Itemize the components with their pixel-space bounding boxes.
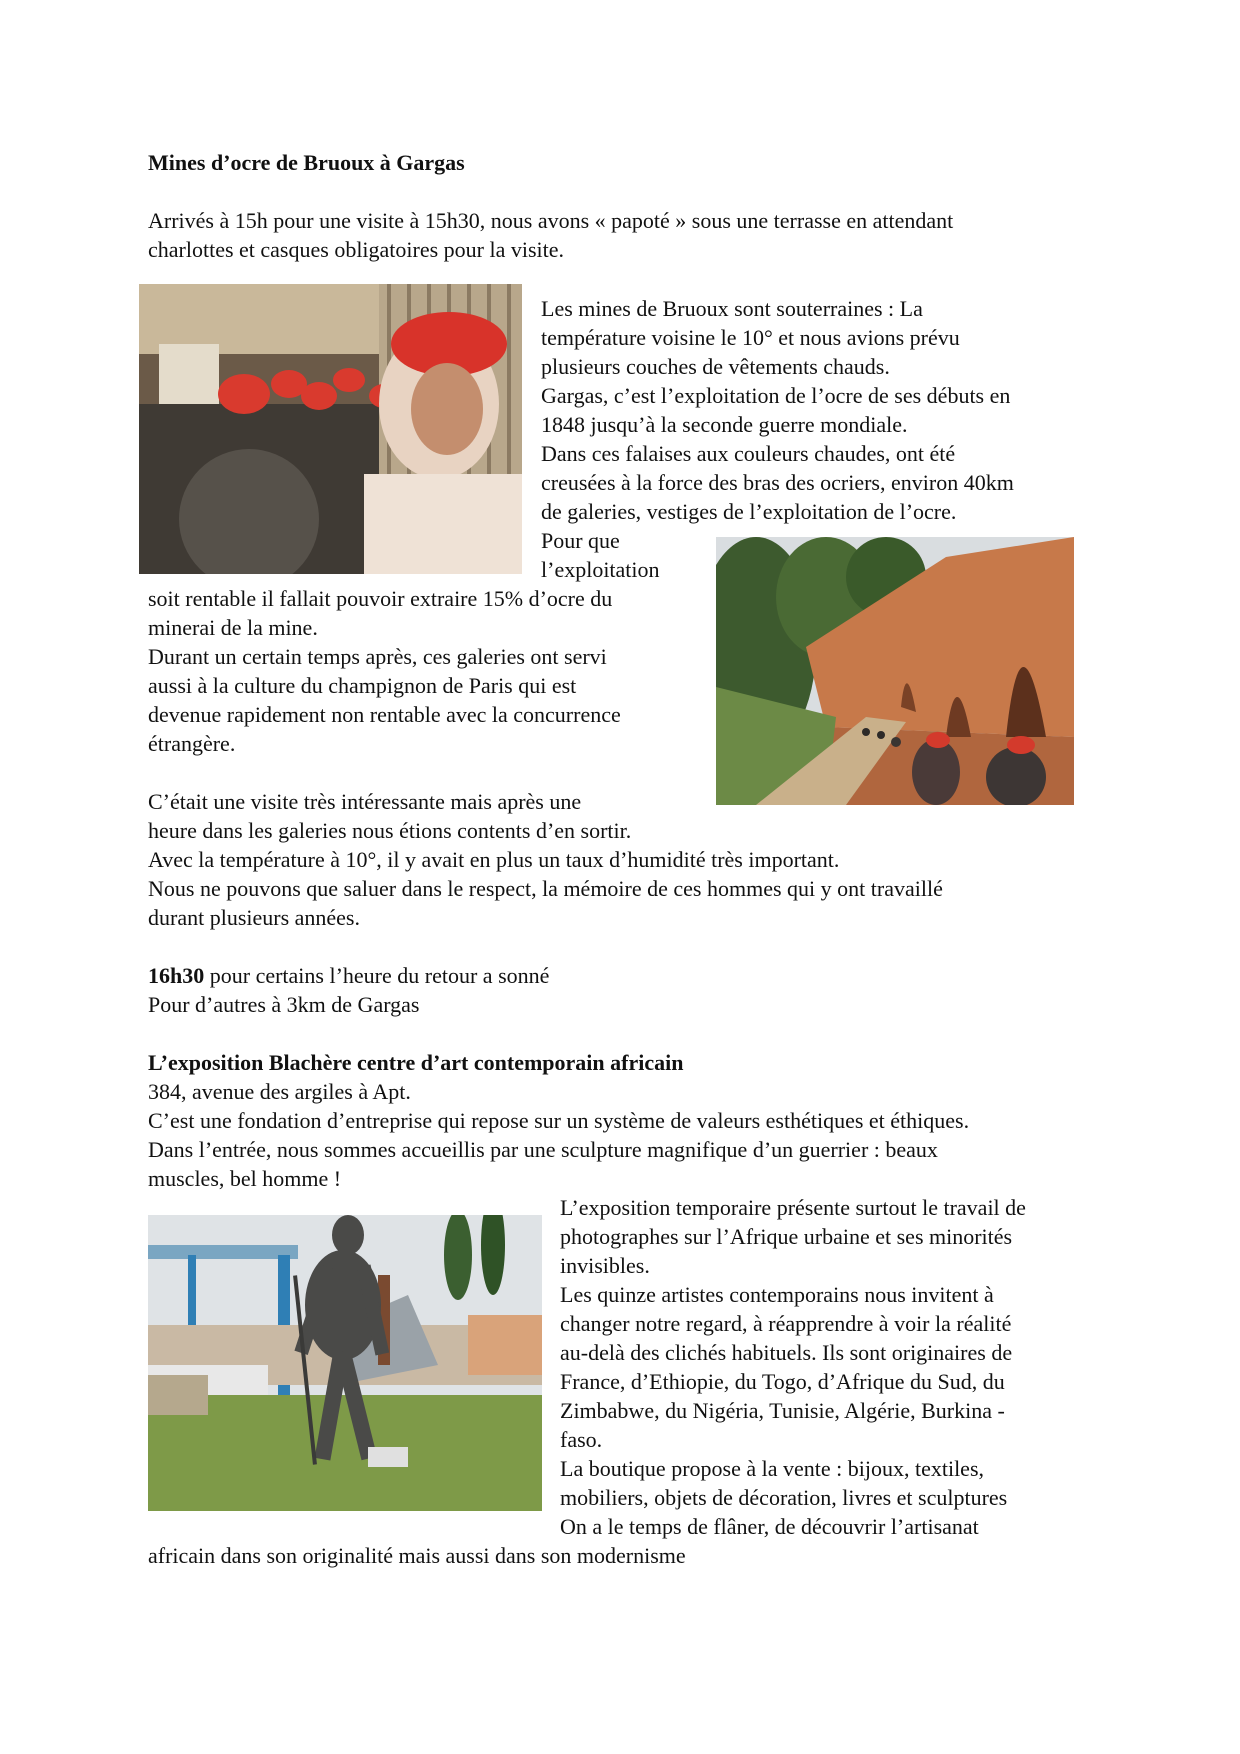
body-line: L’exposition temporaire présente surtout le travail de bbox=[560, 1195, 1026, 1220]
body-line: l’exploitation bbox=[541, 557, 660, 582]
transition-line bbox=[148, 961, 549, 990]
section-title-mines: Mines d’ocre de Bruoux à Gargas bbox=[148, 150, 465, 175]
body-line: changer notre regard, à réapprendre à voir la réalité bbox=[560, 1311, 1012, 1336]
body-line: Zimbabwe, du Nigéria, Tunisie, Algérie, Burkina - bbox=[560, 1398, 1005, 1423]
body-line: Durant un certain temps après, ces galeries ont servi bbox=[148, 644, 607, 669]
body-line: faso. bbox=[560, 1427, 603, 1452]
body-line: température voisine le 10° et nous avions prévu bbox=[541, 325, 960, 350]
transition-time: 16h30 bbox=[148, 963, 205, 988]
body-line: durant plusieurs années. bbox=[148, 905, 360, 930]
body-line: devenue rapidement non rentable avec la concurrence bbox=[148, 702, 621, 727]
transition-line: Pour d’autres à 3km de Gargas bbox=[148, 992, 420, 1017]
body-line: aussi à la culture du champignon de Paris qui est bbox=[148, 673, 577, 698]
body-line: 1848 jusqu’à la seconde guerre mondiale. bbox=[541, 412, 908, 437]
body-line: C’est une fondation d’entreprise qui repose sur un système de valeurs esthétiques et éthiques. bbox=[148, 1108, 970, 1133]
body-line: 384, avenue des argiles à Apt. bbox=[148, 1079, 411, 1104]
body-line: Les quinze artistes contemporains nous invitent à bbox=[560, 1282, 994, 1307]
body-line: Gargas, c’est l’exploitation de l’ocre de ses débuts en bbox=[541, 383, 1011, 408]
body-line: muscles, bel homme ! bbox=[148, 1166, 342, 1191]
body-line: creusées à la force des bras des ocriers, environ 40km bbox=[541, 470, 1014, 495]
body-line: mobiliers, objets de décoration, livres et sculptures bbox=[560, 1485, 1008, 1510]
transition-text: pour certains l’heure du retour a sonné bbox=[204, 963, 550, 988]
body-line: On a le temps de flâner, de découvrir l’artisanat bbox=[560, 1514, 979, 1539]
body-line: plusieurs couches de vêtements chauds. bbox=[541, 354, 890, 379]
body-line: La boutique propose à la vente : bijoux, textiles, bbox=[560, 1456, 985, 1481]
body-line: photographes sur l’Afrique urbaine et ses minorités bbox=[560, 1224, 1013, 1249]
body-line: au-delà des clichés habituels. Ils sont originaires de bbox=[560, 1340, 1013, 1365]
intro-line: charlottes et casques obligatoires pour la visite. bbox=[148, 237, 565, 262]
body-line: africain dans son originalité mais aussi dans son modernisme bbox=[148, 1543, 686, 1568]
intro-line: Arrivés à 15h pour une visite à 15h30, nous avons « papoté » sous une terrasse en attendant bbox=[148, 208, 954, 233]
body-line: C’était une visite très intéressante mais après une bbox=[148, 789, 582, 814]
body-line: Les mines de Bruoux sont souterraines : La bbox=[541, 296, 923, 321]
photo-visitors-helmets bbox=[139, 284, 522, 574]
body-line: heure dans les galeries nous étions contents d’en sortir. bbox=[148, 818, 632, 843]
body-line: Nous ne pouvons que saluer dans le respect, la mémoire de ces hommes qui y ont travaillé bbox=[148, 876, 943, 901]
body-line: soit rentable il fallait pouvoir extraire 15% d’ocre du bbox=[148, 586, 613, 611]
body-line: France, d’Ethiopie, du Togo, d’Afrique du Sud, du bbox=[560, 1369, 1005, 1394]
body-line: invisibles. bbox=[560, 1253, 650, 1278]
body-line: Dans ces falaises aux couleurs chaudes, ont été bbox=[541, 441, 956, 466]
section-title-exposition: L’exposition Blachère centre d’art contemporain africain bbox=[148, 1050, 684, 1075]
body-line: étrangère. bbox=[148, 731, 236, 756]
body-line: Dans l’entrée, nous sommes accueillis par une sculpture magnifique d’un guerrier : beaux bbox=[148, 1137, 938, 1162]
body-line: Avec la température à 10°, il y avait en plus un taux d’humidité très important. bbox=[148, 847, 840, 872]
photo-warrior-sculpture bbox=[148, 1215, 542, 1511]
body-line: Pour que bbox=[541, 528, 620, 553]
body-line: de galeries, vestiges de l’exploitation de l’ocre. bbox=[541, 499, 957, 524]
photo-ochre-cliffs bbox=[716, 537, 1074, 805]
body-line: minerai de la mine. bbox=[148, 615, 318, 640]
